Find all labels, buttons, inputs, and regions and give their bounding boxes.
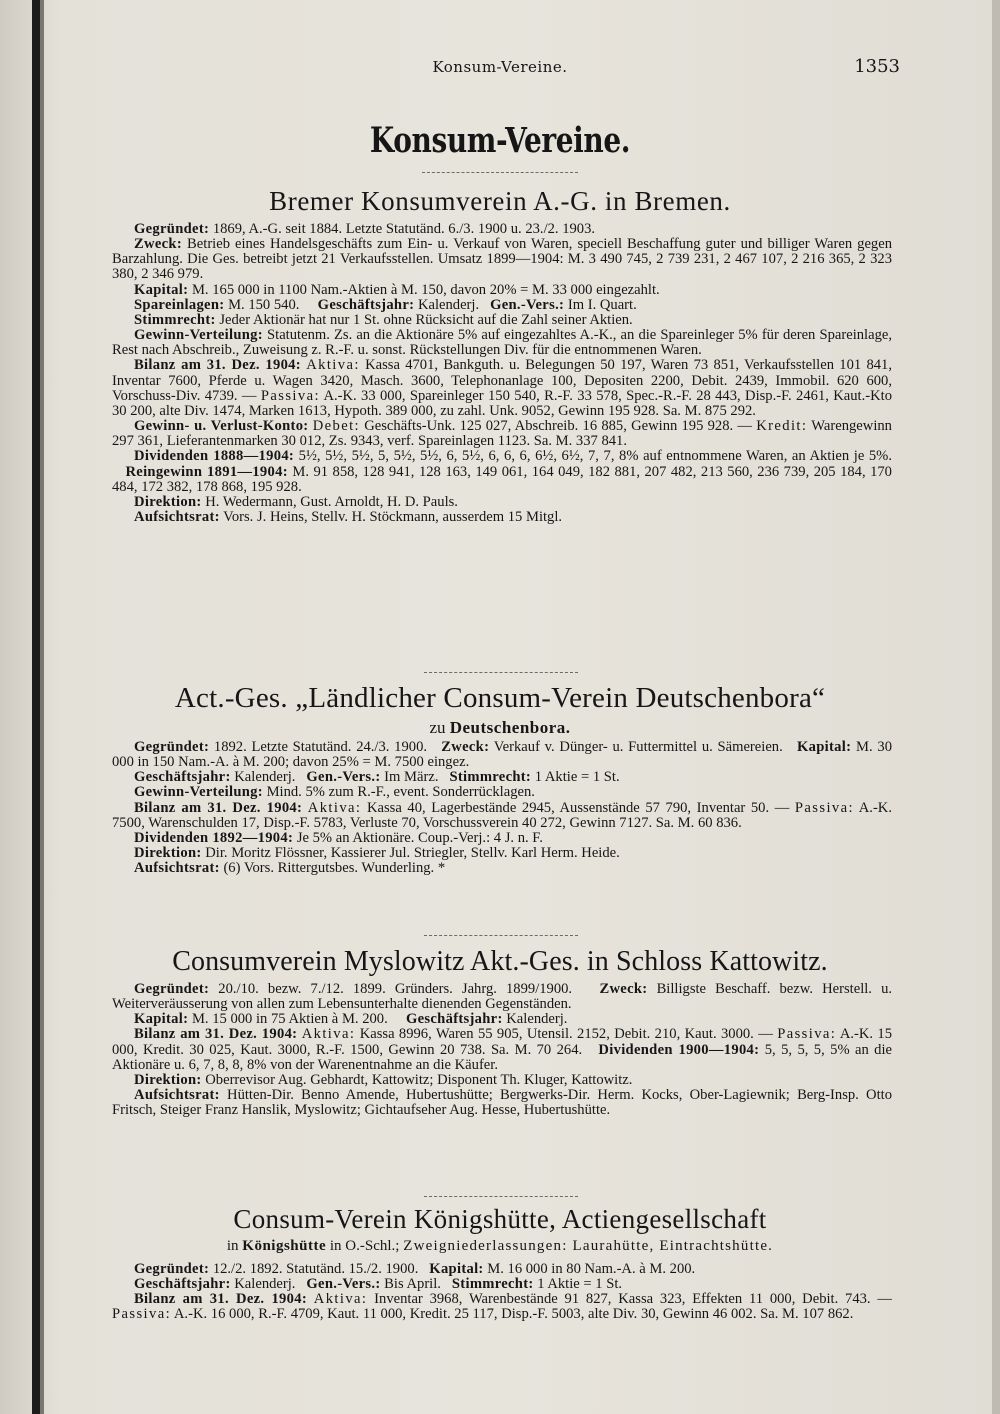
paragraph-supervisory-board: Aufsichtsrat: Hütten-Dir. Benno Amende, Hubertushütte; Bergwerks-Dir. Herm. Kocks, Ober-Lagiewnik; Berg-Insp. Otto Fritsch, Steiger Franz Hanslik, Myslowitz; Gichtaufseher Aug. Hesse, Hubertushütte. <box>112 1087 893 1119</box>
paragraph-fiscal-year: Geschäftsjahr: Kalenderj. Gen.-Vers.: Im März. Stimmrecht: 1 Aktie = 1 St. <box>134 769 620 786</box>
section-title-bremer: Bremer Konsumverein A.-G. in Bremen. <box>269 186 731 216</box>
paragraph-savings: Spareinlagen: M. 150 540. Geschäftsjahr: Kalenderj. Gen.-Vers.: Im I. Quart. <box>134 296 637 313</box>
paragraph-purpose: Zweck: Betrieb eines Handelsgeschäfts zum Ein- u. Verkauf von Waren, speciell Beschaffung guter und billiger Waren gegen Barzahlung. Die Ges. betreibt jetzt 21 Verkaufsstellen. Umsatz 1899—1904: M. 3 490 745, 2 739 231, 2 467 107, 2 216 365, 2 323 380, 2 346 979. <box>112 236 892 283</box>
running-header-title: Konsum-Vereine. <box>432 58 568 76</box>
paragraph-capital: Kapital: M. 15 000 in 75 Aktien à M. 200. Geschäftsjahr: Kalenderj. <box>134 1011 568 1028</box>
heading-divider <box>422 172 578 173</box>
paragraph-directors: Direktion: Oberrevisor Aug. Gebhardt, Kattowitz; Disponent Th. Kluger, Kattowitz. <box>134 1071 633 1088</box>
paragraph-dividends: Dividenden 1892—1904: Je 5% an Aktionäre. Coup.-Verj.: 4 J. n. F. <box>134 829 543 846</box>
paragraph-founding: Gegründet: 1892. Letzte Statutänd. 24./3. 1900. Zweck: Verkauf v. Dünger- u. Futtermittel u. Sämereien. Kapital: M. 30 000 in 150 Nam.-A. à M. 200; davon 25% = M. 7500 eingez. <box>112 739 892 771</box>
paragraph-balance: Bilanz am 31. Dez. 1904: Aktiva: Kassa 40, Lagerbestände 2945, Aussenstände 57 790, Inventar 50. — Passiva: A.-K. 7500, Warenschulden 17, Disp.-F. 5783, Verluste 70, Vorschussverein 40 272, Gewinn 7127. Sa. M. 60 836. <box>112 799 892 831</box>
section-title-deutschenbora: Act.-Ges. „Ländlicher Consum-Verein Deutschenbora“ <box>174 682 826 714</box>
page-number: 1353 <box>854 56 900 77</box>
paragraph-directors: Direktion: Dir. Moritz Flössner, Kassierer Jul. Striegler, Stellv. Karl Herm. Heide. <box>134 845 620 862</box>
main-heading: Konsum-Vereine. <box>369 120 631 161</box>
paragraph-profit-loss: Gewinn- u. Verlust-Konto: Debet: Geschäfts-Unk. 125 027, Abschreib. 16 885, Gewinn 195 928. — Kredit: Warengewinn 297 361, Lieferantenmarken 30 012, Zs. 9343, verf. Spareinlagen 1123. Sa. M. 337 841. <box>112 418 892 450</box>
section-body-bremer <box>112 222 892 525</box>
section-divider <box>424 1196 578 1197</box>
paragraph-capital: Kapital: M. 165 000 in 1100 Nam.-Aktien à M. 150, davon 20% = M. 33 000 eingezahlt. <box>134 281 660 298</box>
section-divider <box>424 935 578 936</box>
paragraph-balance: Bilanz am 31. Dez. 1904: Aktiva: Kassa 4701, Bankguth. u. Belegungen 50 197, Waren 73 851, Verkaufsstellen 101 841, Inventar 7600, Pferde u. Wagen 3420, Masch. 3600, Telephonanlage 100, Depositen 2200, Debit. 2439, Immobil. 620 600, Vorschuss-Div. 4739. — Passiva: A.-K. 33 000, Spareinleger 150 540, R.-F. 33 578, Spec.-R.-F. 28 443, Disp.-F. 2461, Kaut.-Kto 30 200, alte Div. 1474, Marken 1613, Hypoth. 389 000, zu zahl. Unk. 9052, Gewinn 195 928. Sa. M. 875 292. <box>112 357 893 419</box>
paragraph-voting: Stimmrecht: Jeder Aktionär hat nur 1 St. ohne Rücksicht auf die Zahl seiner Aktien. <box>134 311 633 328</box>
paragraph-founding: Gegründet: 1869, A.-G. seit 1884. Letzte Statutänd. 6./3. 1900 u. 23./2. 1903. <box>134 221 596 237</box>
section-subtitle-koenigshuette: in Königshütte in O.-Schl.; Zweigniederlassungen: Laurahütte, Eintrachtshütte. <box>226 1238 774 1254</box>
paragraph-supervisory-board: Aufsichtsrat: Vors. J. Heins, Stellv. H. Stöckmann, ausserdem 15 Mitgl. <box>134 508 563 525</box>
section-title-myslowitz: Consumverein Myslowitz Akt.-Ges. in Schloss Kattowitz. <box>172 946 828 977</box>
paragraph-profit-distribution: Gewinn-Verteilung: Statutenm. Zs. an die Aktionäre 5% auf eingezahltes A.-K., an die Spareinleger 5% für deren Spareinlage, Rest nach Abschreib., Zuweisung z. R.-F. u. sonst. Rückstellungen Div. für die entnommenen Waren. <box>112 327 893 359</box>
section-divider <box>424 672 578 673</box>
paragraph-fiscal-year: Geschäftsjahr: Kalenderj. Gen.-Vers.: Bis April. Stimmrecht: 1 Aktie = 1 St. <box>134 1276 623 1293</box>
paragraph-directors: Direktion: H. Wedermann, Gust. Arnoldt, H. D. Pauls. <box>134 493 458 510</box>
paragraph-founding: Gegründet: 20./10. bezw. 7./12. 1899. Gründers. Jahrg. 1899/1900. Zweck: Billigste Beschaff. bezw. Herstell. u. Weiterveräusserung von allen zum Lebensunterhalte dienenden Gegenständen. <box>112 981 893 1013</box>
paragraph-dividends: Dividenden 1888—1904: 5½, 5½, 5½, 5, 5½, 5½, 6, 5½, 6, 6, 6, 6½, 6½, 7, 7, 8% auf entnommene Waren, an Aktien je 5%. Reingewinn 1891—1904: M. 91 858, 128 941, 128 163, 149 061, 164 049, 182 881, 207 482, 213 560, 236 739, 205 184, 170 484, 172 382, 178 868, 195 928. <box>112 448 892 495</box>
section-subtitle-deutschenbora: zu Deutschenbora. <box>429 718 571 737</box>
paragraph-founding: Gegründet: 12./2. 1892. Statutänd. 15./2. 1900. Kapital: M. 16 000 in 80 Nam.-A. à M. 200. <box>134 1261 696 1277</box>
section-body-myslowitz <box>112 982 892 1118</box>
paragraph-balance: Bilanz am 31. Dez. 1904: Aktiva: Kassa 8996, Waren 55 905, Utensil. 2152, Debit. 210, Kaut. 3000. — Passiva: A.-K. 15 000, Kredit. 30 025, Kaut. 3000, R.-F. 1500, Gewinn 20 738. Sa. M. 70 264. Dividenden 1900—1904: 5, 5, 5, 5, 5% an die Aktionäre u. 6, 7, 8, 8, 8% von der Warenentnahme an die Käufer. <box>112 1026 893 1073</box>
section-title-koenigshuette: Consum-Verein Königshütte, Actiengesellschaft <box>233 1204 767 1234</box>
section-body-deutschenbora <box>112 740 892 876</box>
section-body-koenigshuette <box>112 1262 892 1323</box>
paragraph-balance: Bilanz am 31. Dez. 1904: Aktiva: Inventar 3968, Warenbestände 91 827, Kassa 323, Effekten 11 000, Debit. 743. — Passiva: A.-K. 16 000, R.-F. 4709, Kaut. 11 000, Kredit. 25 117, Disp.-F. 5003, alte Div. 30, Gewinn 46 002. Sa. M. 107 862. <box>112 1291 892 1323</box>
paragraph-profit-distribution: Gewinn-Verteilung: Mind. 5% zum R.-F., event. Sonderrücklagen. <box>134 784 535 801</box>
paragraph-supervisory-board: Aufsichtsrat: (6) Vors. Rittergutsbes. Wunderling. * <box>134 860 446 877</box>
